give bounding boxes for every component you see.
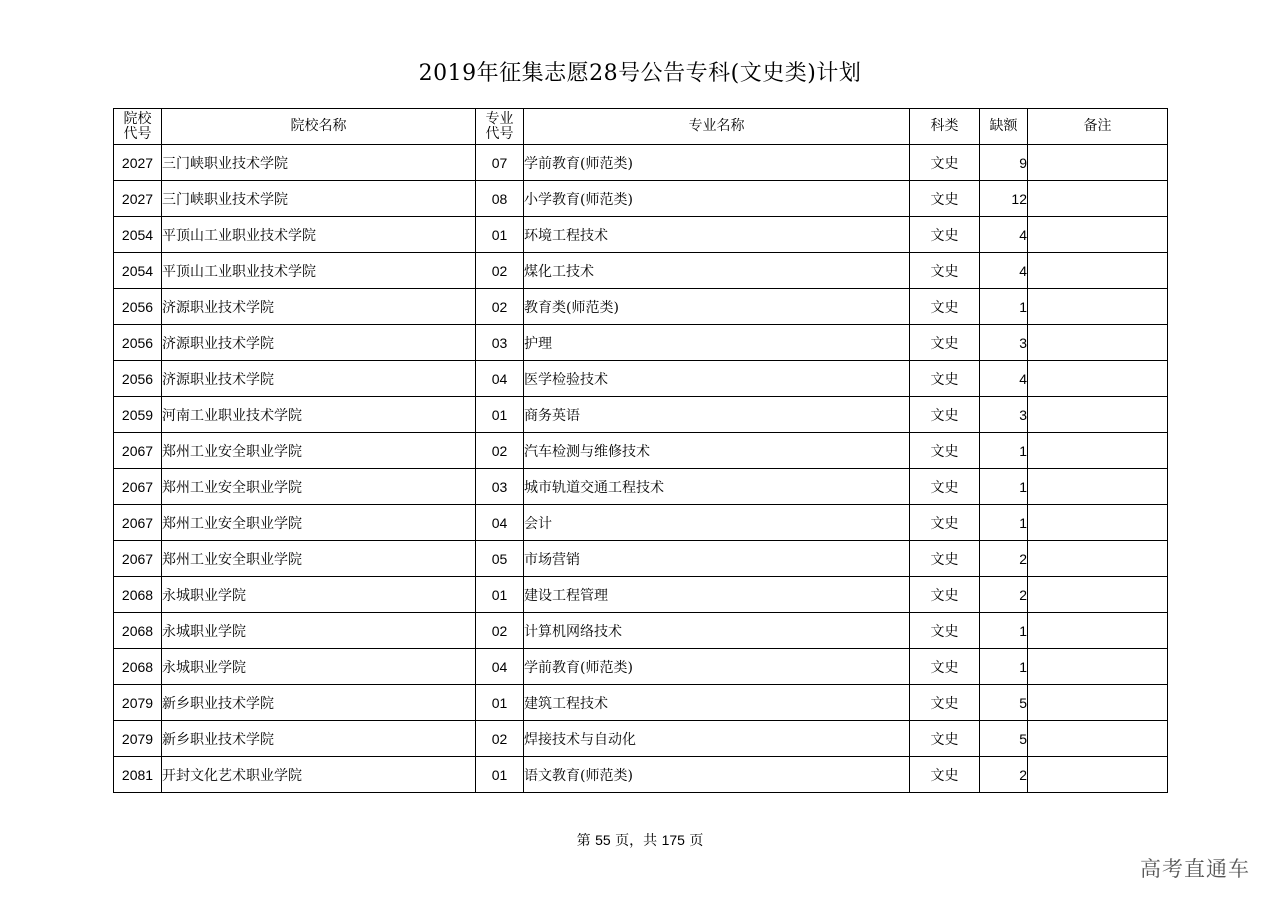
cell-category: 文史 — [910, 721, 980, 757]
footer-suffix: 页 — [689, 833, 704, 849]
cell-category: 文史 — [910, 289, 980, 325]
cell-category: 文史 — [910, 505, 980, 541]
cell-category: 文史 — [910, 469, 980, 505]
header-remark: 备注 — [1028, 109, 1168, 145]
header-school-name: 院校名称 — [162, 109, 476, 145]
cell-major-name: 语文教育(师范类) — [524, 757, 910, 793]
cell-school-code: 2079 — [114, 685, 162, 721]
table-row — [114, 541, 1168, 577]
cell-major-code: 01 — [476, 397, 524, 433]
cell-major-code: 05 — [476, 541, 524, 577]
table-row — [114, 217, 1168, 253]
cell-category: 文史 — [910, 433, 980, 469]
cell-school-code: 2056 — [114, 325, 162, 361]
cell-school-name: 郑州工业安全职业学院 — [162, 469, 476, 505]
cell-major-code: 01 — [476, 577, 524, 613]
table-row — [114, 649, 1168, 685]
table-row — [114, 685, 1168, 721]
cell-school-name: 平顶山工业职业技术学院 — [162, 217, 476, 253]
cell-remark — [1028, 145, 1168, 181]
footer-page-number: 55 — [595, 832, 611, 848]
cell-remark — [1028, 721, 1168, 757]
cell-major-name: 护理 — [524, 325, 910, 361]
table-row — [114, 325, 1168, 361]
page-title: 2019年征集志愿28号公告专科(文史类)计划 — [418, 61, 862, 86]
cell-quota: 5 — [980, 685, 1028, 721]
cell-school-name: 济源职业技术学院 — [162, 289, 476, 325]
cell-major-code: 01 — [476, 757, 524, 793]
cell-major-code: 02 — [476, 613, 524, 649]
cell-school-code: 2067 — [114, 469, 162, 505]
cell-remark — [1028, 541, 1168, 577]
cell-remark — [1028, 325, 1168, 361]
cell-remark — [1028, 361, 1168, 397]
cell-major-name: 汽车检测与维修技术 — [524, 433, 910, 469]
cell-school-name: 三门峡职业技术学院 — [162, 145, 476, 181]
table-row — [114, 577, 1168, 613]
cell-major-code: 03 — [476, 325, 524, 361]
cell-quota: 3 — [980, 397, 1028, 433]
cell-quota: 2 — [980, 541, 1028, 577]
cell-category: 文史 — [910, 649, 980, 685]
cell-school-name: 平顶山工业职业技术学院 — [162, 253, 476, 289]
cell-school-name: 郑州工业安全职业学院 — [162, 541, 476, 577]
cell-school-name: 济源职业技术学院 — [162, 361, 476, 397]
cell-school-code: 2059 — [114, 397, 162, 433]
cell-remark — [1028, 757, 1168, 793]
table-body — [114, 145, 1168, 793]
cell-major-code: 04 — [476, 649, 524, 685]
cell-school-code: 2068 — [114, 613, 162, 649]
cell-major-name: 会计 — [524, 505, 910, 541]
cell-quota: 4 — [980, 217, 1028, 253]
cell-major-code: 01 — [476, 685, 524, 721]
cell-major-name: 建设工程管理 — [524, 577, 910, 613]
cell-quota: 4 — [980, 361, 1028, 397]
footer-prefix: 第 — [576, 833, 591, 849]
cell-school-code: 2067 — [114, 541, 162, 577]
cell-major-code: 03 — [476, 469, 524, 505]
cell-school-name: 河南工业职业技术学院 — [162, 397, 476, 433]
cell-quota: 4 — [980, 253, 1028, 289]
cell-major-code: 08 — [476, 181, 524, 217]
table-row — [114, 253, 1168, 289]
cell-school-code: 2027 — [114, 145, 162, 181]
cell-category: 文史 — [910, 757, 980, 793]
cell-category: 文史 — [910, 613, 980, 649]
cell-school-code: 2079 — [114, 721, 162, 757]
cell-school-name: 永城职业学院 — [162, 577, 476, 613]
table-row — [114, 181, 1168, 217]
header-quota: 缺额 — [980, 109, 1028, 145]
cell-major-name: 学前教育(师范类) — [524, 145, 910, 181]
cell-major-name: 学前教育(师范类) — [524, 649, 910, 685]
cell-school-code: 2056 — [114, 289, 162, 325]
cell-school-code: 2054 — [114, 253, 162, 289]
footer-mid: 页，共 — [615, 833, 658, 849]
table-row — [114, 289, 1168, 325]
cell-school-code: 2081 — [114, 757, 162, 793]
cell-major-code: 04 — [476, 361, 524, 397]
cell-category: 文史 — [910, 541, 980, 577]
cell-quota: 1 — [980, 469, 1028, 505]
header-school-code: 院校 代号 — [114, 109, 162, 145]
cell-remark — [1028, 469, 1168, 505]
table-header-row — [114, 109, 1168, 145]
table-row — [114, 397, 1168, 433]
table-row — [114, 613, 1168, 649]
cell-major-code: 04 — [476, 505, 524, 541]
cell-category: 文史 — [910, 181, 980, 217]
cell-quota: 12 — [980, 181, 1028, 217]
cell-quota: 3 — [980, 325, 1028, 361]
cell-major-code: 02 — [476, 289, 524, 325]
cell-quota: 1 — [980, 649, 1028, 685]
cell-quota: 1 — [980, 433, 1028, 469]
cell-remark — [1028, 685, 1168, 721]
cell-quota: 2 — [980, 757, 1028, 793]
footer-total-pages: 175 — [661, 832, 685, 848]
cell-major-code: 01 — [476, 217, 524, 253]
cell-major-name: 医学检验技术 — [524, 361, 910, 397]
cell-school-code: 2068 — [114, 577, 162, 613]
cell-school-code: 2056 — [114, 361, 162, 397]
cell-remark — [1028, 577, 1168, 613]
cell-school-name: 开封文化艺术职业学院 — [162, 757, 476, 793]
cell-category: 文史 — [910, 397, 980, 433]
cell-school-code: 2054 — [114, 217, 162, 253]
cell-school-name: 郑州工业安全职业学院 — [162, 505, 476, 541]
cell-category: 文史 — [910, 577, 980, 613]
cell-major-code: 02 — [476, 253, 524, 289]
cell-category: 文史 — [910, 253, 980, 289]
cell-remark — [1028, 181, 1168, 217]
cell-school-name: 永城职业学院 — [162, 649, 476, 685]
header-major-code: 专业 代号 — [476, 109, 524, 145]
cell-remark — [1028, 217, 1168, 253]
cell-quota: 5 — [980, 721, 1028, 757]
cell-major-name: 教育类(师范类) — [524, 289, 910, 325]
table-row — [114, 469, 1168, 505]
cell-remark — [1028, 289, 1168, 325]
header-major-name: 专业名称 — [524, 109, 910, 145]
cell-quota: 1 — [980, 289, 1028, 325]
cell-major-code: 02 — [476, 433, 524, 469]
table-row — [114, 757, 1168, 793]
table-row — [114, 721, 1168, 757]
cell-category: 文史 — [910, 685, 980, 721]
cell-remark — [1028, 613, 1168, 649]
cell-major-name: 商务英语 — [524, 397, 910, 433]
table-row — [114, 145, 1168, 181]
cell-major-code: 02 — [476, 721, 524, 757]
cell-remark — [1028, 253, 1168, 289]
cell-school-name: 三门峡职业技术学院 — [162, 181, 476, 217]
cell-category: 文史 — [910, 145, 980, 181]
cell-major-name: 环境工程技术 — [524, 217, 910, 253]
cell-major-name: 建筑工程技术 — [524, 685, 910, 721]
cell-category: 文史 — [910, 361, 980, 397]
cell-school-code: 2067 — [114, 505, 162, 541]
cell-remark — [1028, 397, 1168, 433]
cell-school-name: 郑州工业安全职业学院 — [162, 433, 476, 469]
cell-school-code: 2067 — [114, 433, 162, 469]
cell-major-name: 市场营销 — [524, 541, 910, 577]
cell-school-name: 济源职业技术学院 — [162, 325, 476, 361]
cell-major-name: 城市轨道交通工程技术 — [524, 469, 910, 505]
table-row — [114, 361, 1168, 397]
plan-table — [113, 108, 1168, 793]
page-footer — [0, 830, 1280, 850]
cell-major-name: 煤化工技术 — [524, 253, 910, 289]
cell-school-name: 新乡职业技术学院 — [162, 685, 476, 721]
cell-school-code: 2068 — [114, 649, 162, 685]
cell-remark — [1028, 649, 1168, 685]
cell-major-code: 07 — [476, 145, 524, 181]
header-category: 科类 — [910, 109, 980, 145]
cell-quota: 1 — [980, 613, 1028, 649]
cell-remark — [1028, 433, 1168, 469]
cell-school-code: 2027 — [114, 181, 162, 217]
cell-quota: 1 — [980, 505, 1028, 541]
cell-major-name: 焊接技术与自动化 — [524, 721, 910, 757]
table-row — [114, 433, 1168, 469]
cell-category: 文史 — [910, 217, 980, 253]
cell-category: 文史 — [910, 325, 980, 361]
cell-major-name: 计算机网络技术 — [524, 613, 910, 649]
table-row — [114, 505, 1168, 541]
watermark: 高考直通车 — [1140, 857, 1250, 881]
cell-quota: 2 — [980, 577, 1028, 613]
cell-quota: 9 — [980, 145, 1028, 181]
cell-remark — [1028, 505, 1168, 541]
cell-school-name: 永城职业学院 — [162, 613, 476, 649]
cell-school-name: 新乡职业技术学院 — [162, 721, 476, 757]
cell-major-name: 小学教育(师范类) — [524, 181, 910, 217]
